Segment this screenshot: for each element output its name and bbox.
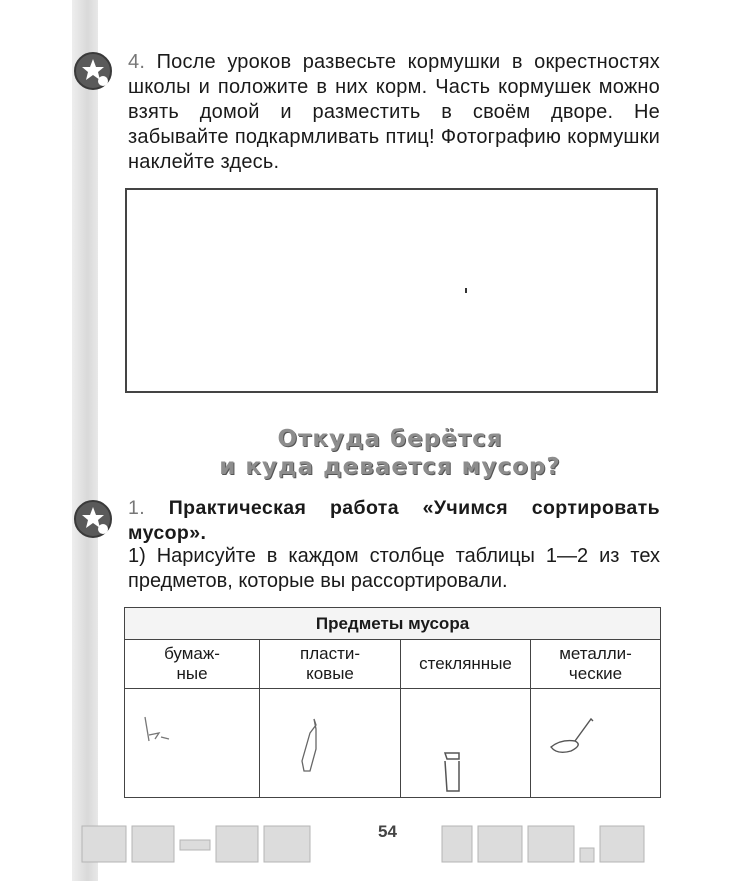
trash-sorting-table bbox=[124, 607, 661, 798]
task-1-title-text: Практическая работа «Учимся сортировать мусор». bbox=[128, 497, 660, 544]
watermark-logo bbox=[72, 812, 672, 872]
table-caption: Предметы мусора bbox=[125, 608, 661, 640]
column-header-metal: металли- ческие bbox=[531, 640, 661, 689]
plastic-bottle-sketch-icon bbox=[260, 689, 400, 797]
metal-spoon-sketch-icon bbox=[531, 689, 661, 797]
photo-placeholder-box[interactable] bbox=[125, 188, 658, 393]
star-badge-icon bbox=[74, 500, 112, 538]
star-badge-icon bbox=[74, 52, 112, 90]
task-4-number: 4. bbox=[128, 51, 146, 73]
paper-sketch-icon bbox=[125, 689, 259, 797]
column-header-glass: стеклянные bbox=[401, 640, 531, 689]
task-1-instruction: 1) Нарисуйте в каждом столбце таблицы 1—2 из тех предметов, которые вы рассортировали. bbox=[128, 545, 660, 592]
task-1-number: 1. bbox=[128, 497, 146, 519]
page-margin-strip bbox=[72, 0, 98, 881]
drawing-cell-paper[interactable] bbox=[125, 689, 260, 798]
task-4-text bbox=[128, 50, 660, 175]
task-4-body: После уроков развесьте кормушки в окрестностях школы и положите в них корм. Часть кормушек можно взять домой и разместить в своём дворе. Не забывайте подкармливать птиц! Фотографию кормушки наклейте здесь. bbox=[128, 51, 660, 173]
stray-mark bbox=[465, 288, 467, 293]
section-title-line-2: и куда девается мусор? bbox=[219, 454, 561, 480]
drawing-cell-plastic[interactable] bbox=[260, 689, 401, 798]
column-header-paper: бумаж- ные bbox=[125, 640, 260, 689]
drawing-cell-glass[interactable] bbox=[401, 689, 531, 798]
page-number: 54 bbox=[378, 822, 397, 841]
glass-jar-sketch-icon bbox=[401, 689, 531, 797]
section-title-line-1: Откуда берётся bbox=[277, 426, 503, 452]
task-1-title bbox=[128, 496, 660, 546]
drawing-cell-metal[interactable] bbox=[531, 689, 661, 798]
column-header-plastic: пласти- ковые bbox=[260, 640, 401, 689]
